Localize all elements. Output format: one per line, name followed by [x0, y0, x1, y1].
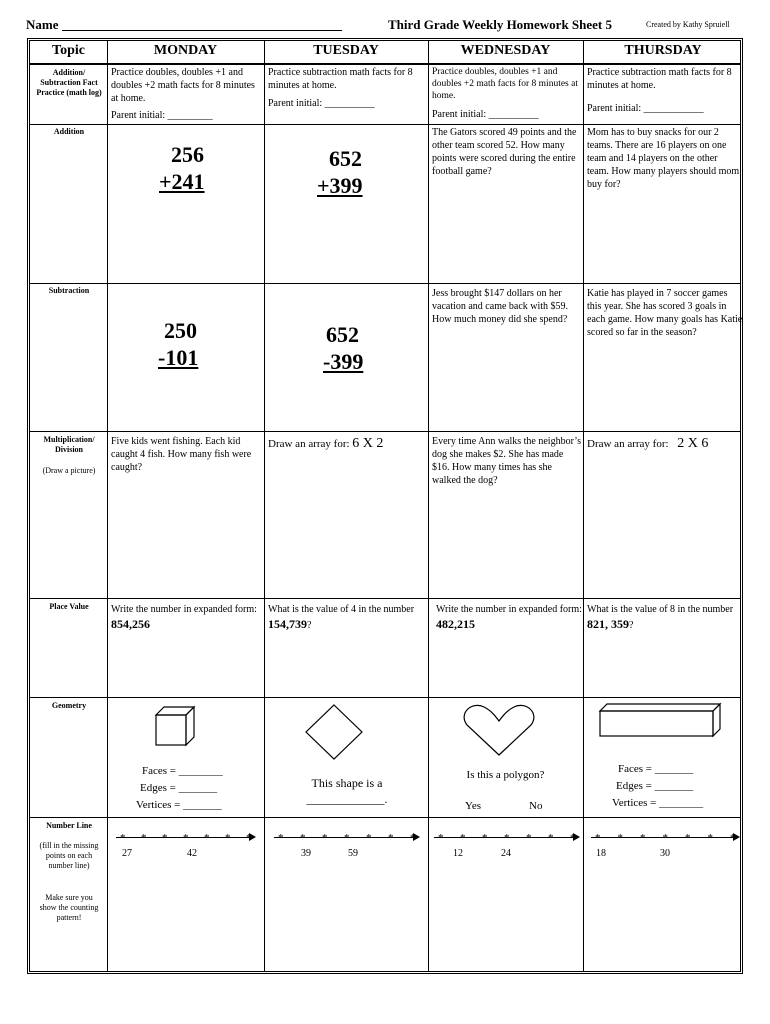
row-divider [30, 431, 740, 432]
wednesday-addition-problem: The Gators scored 49 points and the other team scored 52. How many points were scored during the entire football game? [432, 127, 577, 177]
homework-table [27, 38, 743, 974]
thursday-place-value-number: 821, 359 [587, 617, 629, 631]
monday-subtraction-bottom: -101 [158, 345, 199, 370]
header-thursday: THURSDAY [624, 43, 702, 58]
tuesday-array-prompt [268, 437, 426, 451]
monday-geometry-questions [136, 763, 223, 814]
wednesday-place-value-prompt: Write the number in expanded form: [436, 604, 582, 615]
number-line-point: * [300, 832, 306, 844]
tuesday-place-value-suffix: ? [307, 620, 312, 631]
monday-number-line-label: 27 [122, 848, 132, 859]
monday-number-line-label: 42 [187, 848, 197, 859]
tuesday-addition-bottom: +399 [317, 173, 363, 198]
row-divider [30, 697, 740, 698]
thursday-edges-blank[interactable]: Edges = _______ [616, 780, 694, 792]
wednesday-no-option[interactable]: No [529, 800, 543, 812]
tuesday-array-label: Draw an array for: [268, 438, 350, 450]
topic-place-value: Place Value [49, 602, 89, 611]
header-tuesday: TUESDAY [313, 43, 379, 58]
credit-line: Created by Kathy Spruiell [646, 20, 730, 29]
wednesday-place-value-number: 482,215 [436, 617, 475, 631]
thursday-array-value: 2 X 6 [677, 436, 709, 451]
tuesday-place-value-number: 154,739 [268, 617, 307, 631]
monday-place-value-prompt: Write the number in expanded form: [111, 604, 257, 615]
number-line-point: * [685, 832, 691, 844]
header-divider [30, 63, 740, 65]
thursday-subtraction-problem: Katie has played in 7 soccer games this year. She has scored 3 goals in each game. How many goals has Katie scored so far in the season? [587, 288, 743, 338]
topic-number-line-note: (fill in the missing points on each number line) [39, 841, 99, 870]
number-line-point: * [640, 832, 646, 844]
row-divider [30, 124, 740, 125]
topic-multiplication-note: (Draw a picture) [42, 466, 96, 475]
row-divider [30, 598, 740, 599]
topic-multiplication: Multiplication/ Division [43, 435, 95, 454]
monday-addition-top: 256 [171, 142, 204, 167]
thursday-place-value-suffix: ? [629, 620, 634, 631]
number-line-point: * [526, 832, 532, 844]
thursday-faces-blank[interactable]: Faces = _______ [618, 763, 694, 775]
rectangular-prism-icon [598, 702, 722, 738]
monday-parent-initial[interactable]: Parent initial: _________ [111, 110, 213, 121]
column-divider [428, 41, 429, 971]
tuesday-subtraction-bottom: -399 [323, 349, 364, 374]
monday-vertices-blank[interactable]: Vertices = _______ [136, 799, 222, 811]
number-line-point: * [410, 832, 416, 844]
header-wednesday: WEDNESDAY [460, 43, 551, 58]
number-line-point: * [141, 832, 147, 844]
monday-edges-blank[interactable]: Edges = _______ [140, 782, 218, 794]
number-line-point: * [246, 832, 252, 844]
topic-subtraction: Subtraction [48, 286, 90, 295]
number-line-point: * [366, 832, 372, 844]
sheet-title: Third Grade Weekly Homework Sheet 5 [388, 17, 613, 32]
heart-icon [462, 703, 536, 757]
number-line-point: * [730, 832, 736, 844]
wednesday-polygon-question: Is this a polygon? [466, 769, 545, 781]
tuesday-array-value: 6 X 2 [352, 436, 384, 451]
number-line-point: * [504, 832, 510, 844]
sheet-header [26, 17, 746, 37]
monday-faces-blank[interactable]: Faces = ________ [142, 765, 223, 777]
name-label: Name [26, 17, 59, 32]
tuesday-number-line-label: 59 [348, 848, 358, 859]
wednesday-number-line-label: 12 [453, 848, 463, 859]
number-line-point: * [204, 832, 210, 844]
tuesday-addition-top: 652 [329, 146, 362, 171]
tuesday-shape-blank[interactable]: _____________. [306, 792, 388, 806]
tuesday-subtraction-top: 652 [326, 322, 359, 347]
diamond-icon [304, 703, 364, 761]
row-divider [30, 283, 740, 284]
tuesday-place-value-prompt: What is the value of 4 in the number [268, 604, 415, 615]
thursday-fact-practice: Practice subtraction math facts for 8 minutes at home. [587, 67, 732, 91]
column-divider [264, 41, 265, 971]
number-line-point: * [438, 832, 444, 844]
monday-addition-bottom: +241 [159, 169, 205, 194]
header-topic: Topic [52, 43, 85, 58]
number-line-point: * [322, 832, 328, 844]
topic-number-line-reminder: Make sure you show the counting pattern! [39, 893, 99, 922]
column-divider [107, 41, 108, 971]
wednesday-multiplication-problem: Every time Ann walks the neighbor’s dog she makes $2. She has made $16. How many times has she walked the dog? [432, 436, 581, 486]
number-line-point: * [344, 832, 350, 844]
number-line-point: * [162, 832, 168, 844]
name-blank-line[interactable] [62, 30, 342, 31]
monday-subtraction-top: 250 [164, 318, 197, 343]
cube-icon [154, 705, 196, 747]
thursday-array-label: Draw an array for: [587, 438, 669, 450]
wednesday-fact-practice: Practice doubles, doubles +1 and doubles +2 math facts for 8 minutes at home. [432, 67, 578, 101]
tuesday-place-value [268, 602, 426, 633]
wednesday-yes-option[interactable]: Yes [465, 800, 482, 812]
number-line-point: * [595, 832, 601, 844]
thursday-parent-initial[interactable]: Parent initial: ____________ [587, 103, 704, 114]
tuesday-number-line-label: 39 [301, 848, 311, 859]
thursday-array-prompt [587, 437, 743, 451]
topic-geometry: Geometry [51, 701, 87, 710]
wednesday-place-value [432, 602, 582, 633]
thursday-number-line-label: 18 [596, 848, 606, 859]
monday-fact-practice: Practice doubles, doubles +1 and doubles +2 math facts for 8 minutes at home. [111, 67, 255, 104]
topic-addition: Addition [53, 127, 85, 136]
topic-fact-practice: Addition/ Subtraction Fact Practice (math log) [36, 68, 102, 97]
number-line-point: * [570, 832, 576, 844]
thursday-vertices-blank[interactable]: Vertices = ________ [612, 797, 704, 809]
number-line-point: * [120, 832, 126, 844]
number-line-point: * [278, 832, 284, 844]
number-line-point: * [548, 832, 554, 844]
tuesday-shape-prompt [268, 775, 426, 807]
thursday-place-value [587, 602, 741, 633]
number-line-point: * [460, 832, 466, 844]
column-divider [583, 41, 584, 971]
monday-place-value-number: 854,256 [111, 617, 150, 631]
number-line-point: * [388, 832, 394, 844]
thursday-number-line-label: 30 [660, 848, 670, 859]
wednesday-subtraction-problem: Jess brought $147 dollars on her vacation and came back with $59. How much money did she spend? [432, 288, 569, 325]
tuesday-fact-practice: Practice subtraction math facts for 8 minutes at home. [268, 67, 413, 91]
wednesday-number-line-label: 24 [501, 848, 511, 859]
thursday-geometry-questions [612, 761, 703, 812]
topic-number-line: Number Line [46, 821, 92, 830]
monday-place-value [111, 602, 263, 633]
number-line-point: * [225, 832, 231, 844]
number-line-point: * [707, 832, 713, 844]
thursday-addition-problem: Mom has to buy snacks for our 2 teams. There are 16 players on one team and 14 players on the other team. How many players should mom buy for? [587, 127, 740, 190]
number-line-point: * [482, 832, 488, 844]
number-line-point: * [662, 832, 668, 844]
thursday-place-value-prompt: What is the value of 8 in the number [587, 604, 734, 615]
monday-multiplication-problem: Five kids went fishing. Each kid caught 4 fish. How many fish were caught? [111, 436, 252, 473]
wednesday-parent-initial[interactable]: Parent initial: __________ [432, 109, 539, 120]
header-monday: MONDAY [153, 43, 218, 58]
number-line-point: * [183, 832, 189, 844]
tuesday-parent-initial[interactable]: Parent initial: __________ [268, 98, 375, 109]
row-divider [30, 817, 740, 818]
number-line-point: * [617, 832, 623, 844]
tuesday-shape-question: This shape is a [311, 776, 383, 790]
